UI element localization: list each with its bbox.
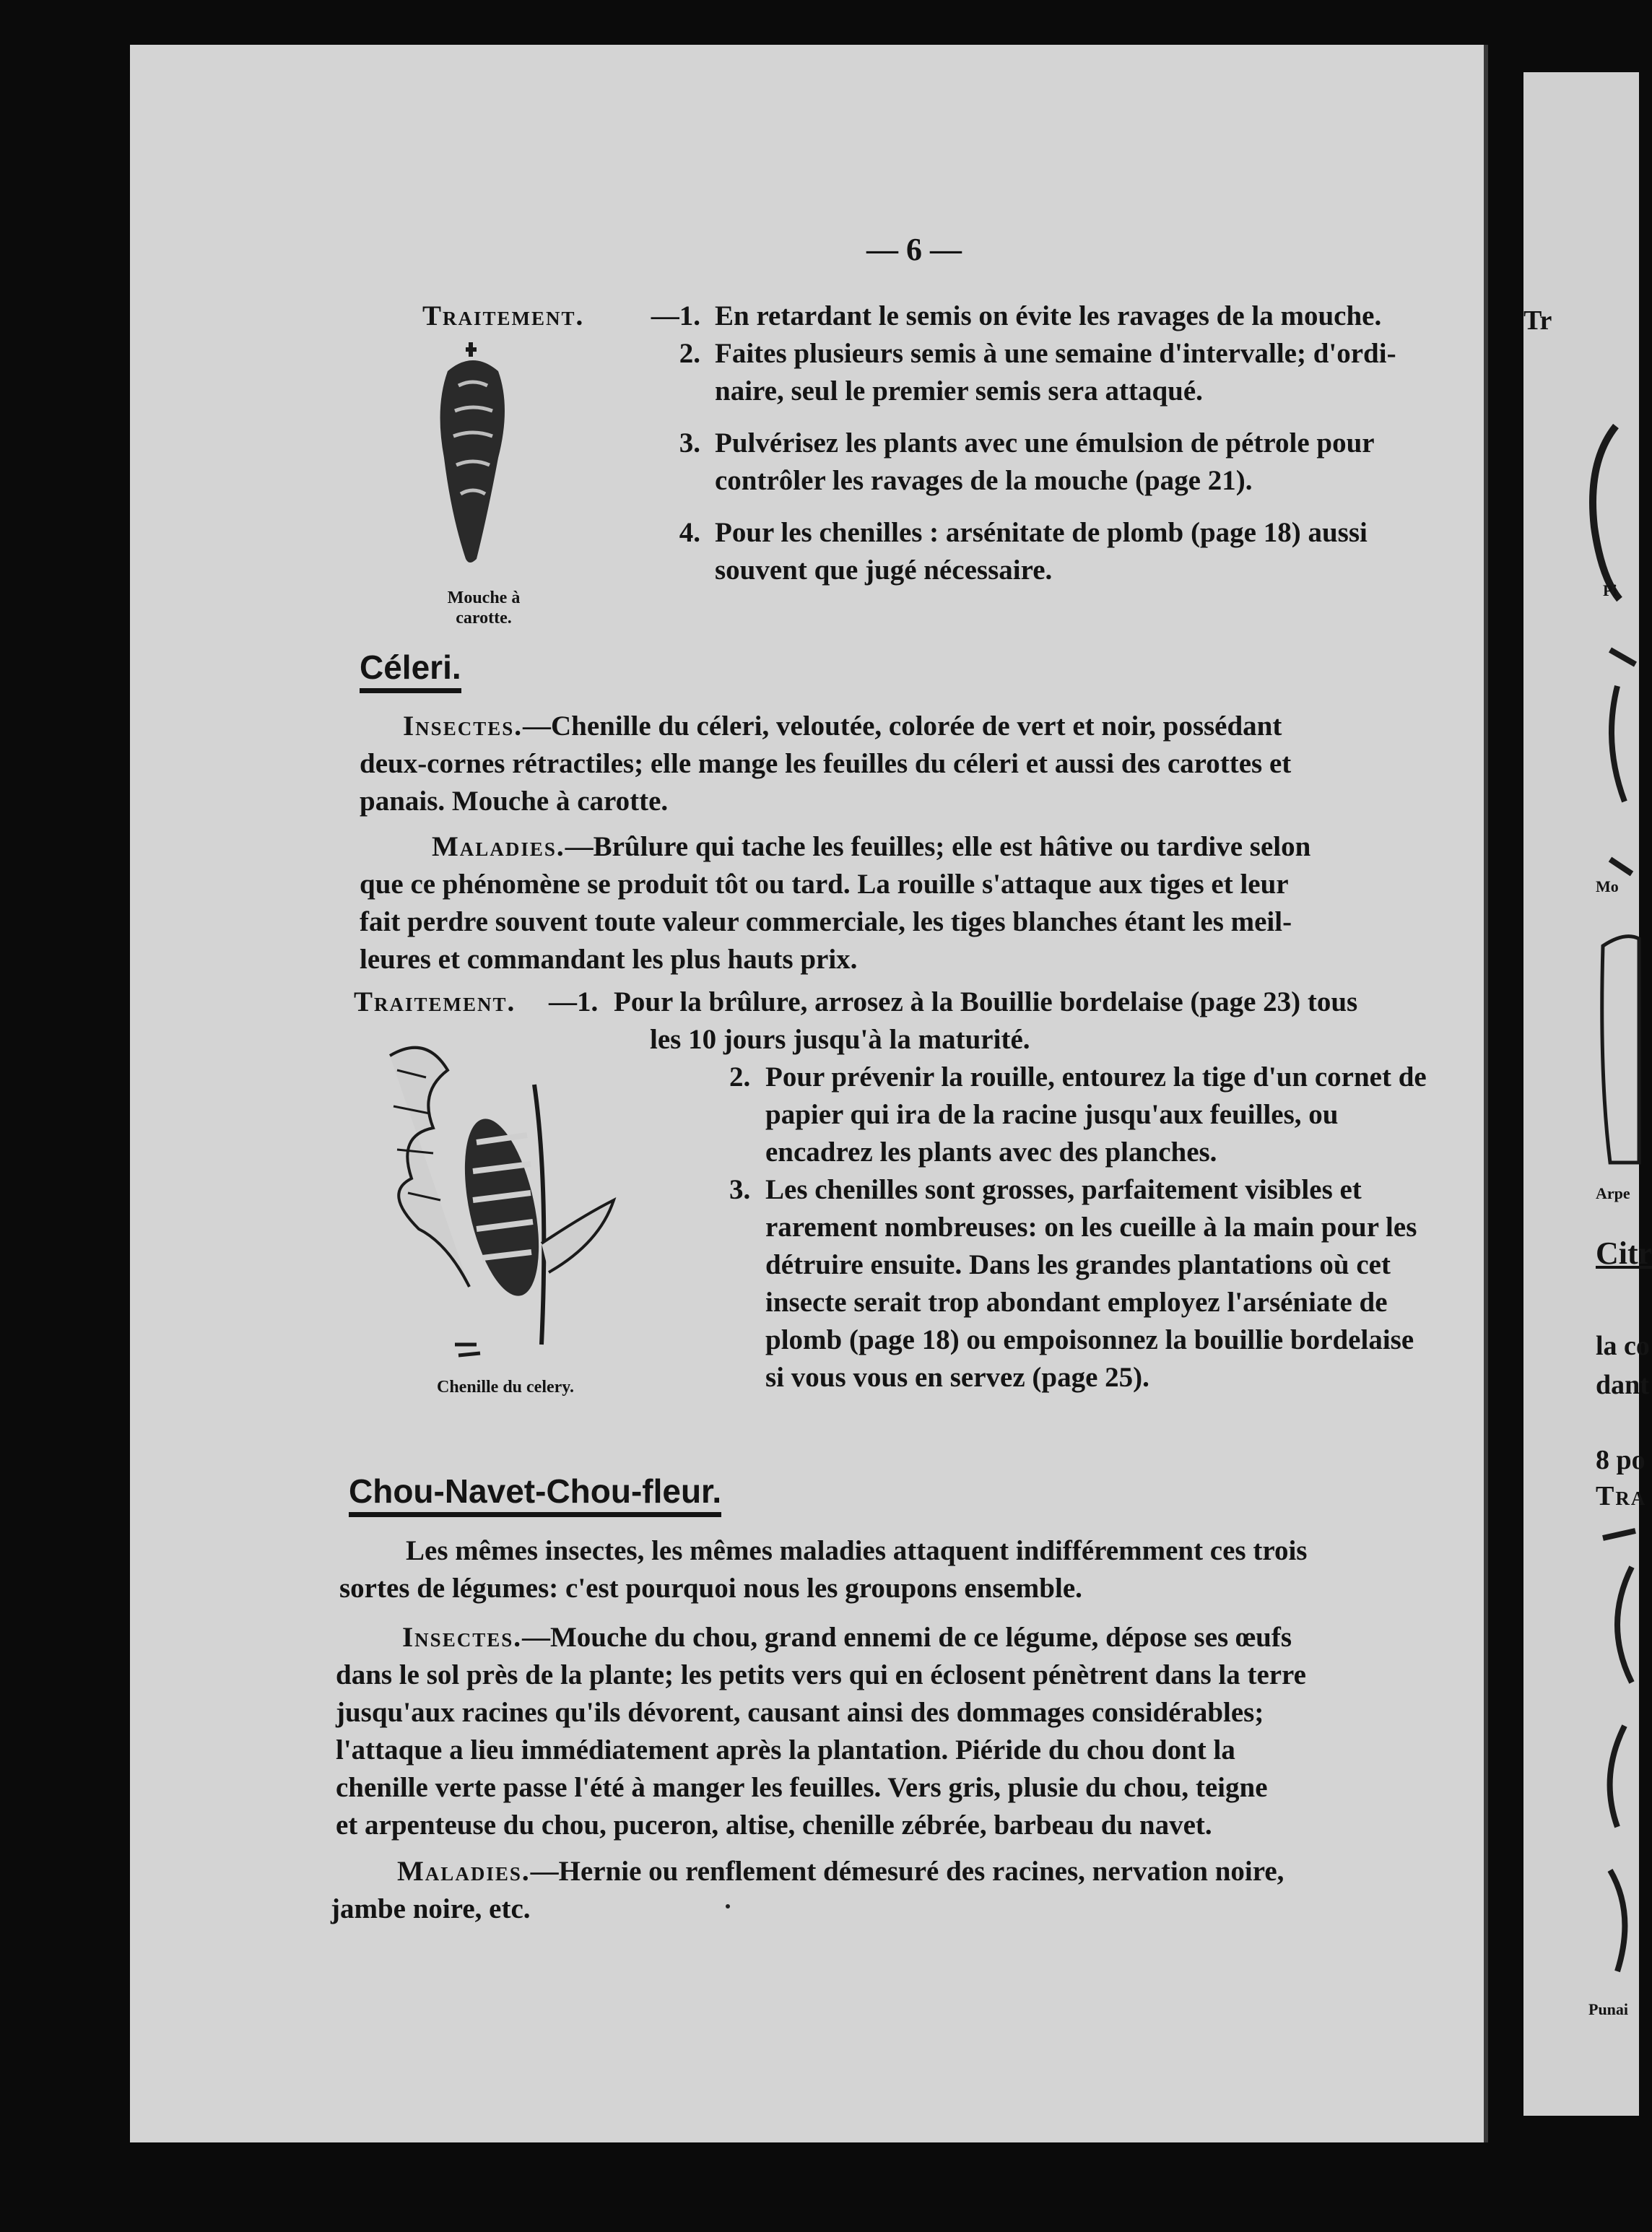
speck <box>726 1904 730 1909</box>
list-item: 2. Faites plusieurs semis à une semaine d'intervalle; d'ordi- naire, seul le premier semis sera attaqué. <box>679 338 1396 407</box>
next-page-fragment: Punai <box>1588 2000 1629 2018</box>
next-page-fragment: la co <box>1596 1331 1650 1361</box>
page-number: — 6 — <box>866 232 962 267</box>
list-item: 4. Pour les chenilles : arsénitate de plomb (page 18) aussi souvent que jugé nécessaire. <box>679 517 1368 586</box>
list-item: 2. Pour prévenir la rouille, entourez la tige d'un cornet de papier qui ira de la racine jusqu'aux feuilles, ou encadrez les plants avec des planches. <box>729 1061 1427 1168</box>
list-item: —1. En retardant le semis on évite les ravages de la mouche. <box>651 300 1382 331</box>
celeri-traitement-label: Traitement. <box>354 986 516 1017</box>
next-page-fragment: Arpe <box>1596 1184 1630 1202</box>
celeri-insectes-paragraph: Insectes.—Chenille du céleri, veloutée, colorée de vert et noir, possédant deux-cornes rétractiles; elle mange les feuilles du céleri et aussi des carottes et panais. Mouche à carotte. <box>360 711 1292 817</box>
list-item: 3. Pulvérisez les plants avec une émulsion de pétrole pour contrôler les ravages de la mouche (page 21). <box>679 427 1375 496</box>
next-page-fragment: Citr <box>1596 1236 1652 1271</box>
list-item: 3. Les chenilles sont grosses, parfaitement visibles et rarement nombreuses: on les cueille à la main pour les détruire ensuite. Dans les grandes plantations où cet insecte serait trop abondant employez l'arséniate de plomb (page 18) ou empoisonnez la bouillie bordelaise si vous vous en servez (page 25). <box>729 1174 1417 1393</box>
celeri-maladies-paragraph: Maladies.—Brûlure qui tache les feuilles; elle est hâtive ou tardive selon que ce phénomène se produit tôt ou tard. La rouille s'attaque aux tiges et leur fait perdre souvent toute valeur commerciale, les tiges blanches étant les meil- leures et commandant les plus hauts prix. <box>360 831 1311 975</box>
next-page-fragment: Mo <box>1596 877 1619 895</box>
next-page-fragment: Pi <box>1603 581 1617 599</box>
next-page-illustration <box>1580 419 1623 607</box>
carrot-fly-illustration <box>426 342 520 581</box>
next-page-fragment: Tra <box>1596 1481 1647 1511</box>
next-page-illustration <box>1596 643 1639 917</box>
next-page-fragment: 8 po <box>1596 1445 1646 1475</box>
celery-caterpillar-caption: Chenille du celery. <box>437 1378 574 1397</box>
list-item: —1. Pour la brûlure, arrosez à la Bouillie bordelaise (page 23) tous les 10 jours jusqu'à la maturité. <box>549 986 1358 1055</box>
next-page-illustration <box>1596 932 1639 1170</box>
celery-caterpillar-illustration <box>368 1027 628 1373</box>
next-page-fragment: dant <box>1596 1370 1649 1400</box>
section-heading-chou: Chou-Navet-Chou-fleur. <box>349 1472 721 1517</box>
next-page-fragment: Tr <box>1523 305 1552 336</box>
document-page <box>130 45 1484 2142</box>
carotte-traitement-label: Traitement. <box>422 300 585 331</box>
celeri-traitement-list-cont <box>729 1059 1473 1397</box>
chou-intro-paragraph: Les mêmes insectes, les mêmes maladies attaquent indifféremment ces trois sortes de légumes: c'est pourquoi nous les groupons ensemble. <box>339 1535 1308 1604</box>
section-heading-celeri: Céleri. <box>360 648 461 693</box>
carrot-fly-caption: Mouche à carotte. <box>447 589 521 628</box>
next-page-illustration <box>1596 1524 1639 1986</box>
carotte-traitement-list <box>635 298 1473 589</box>
chou-maladies-paragraph: Maladies.—Hernie ou renflement démesuré des racines, nervation noire, jambe noire, etc. <box>331 1856 1284 1924</box>
chou-insectes-paragraph: Insectes.—Mouche du chou, grand ennemi de ce légume, dépose ses œufs dans le sol près de la plante; les petits vers qui en éclosent pénètrent dans la terre jusqu'aux racines qu'ils dévorent, causant ainsi des dommages considérables; l'attaque a lieu immédiatement après la plantation. Piéride du chou dont la chenille verte passe l'été à manger les feuilles. Vers gris, plusie du chou, teigne et arpenteuse du chou, puceron, altise, chenille zébrée, barbeau du navet. <box>336 1622 1306 1841</box>
adjacent-page-edge <box>1523 72 1652 2116</box>
celeri-traitement-list <box>549 983 1473 1059</box>
